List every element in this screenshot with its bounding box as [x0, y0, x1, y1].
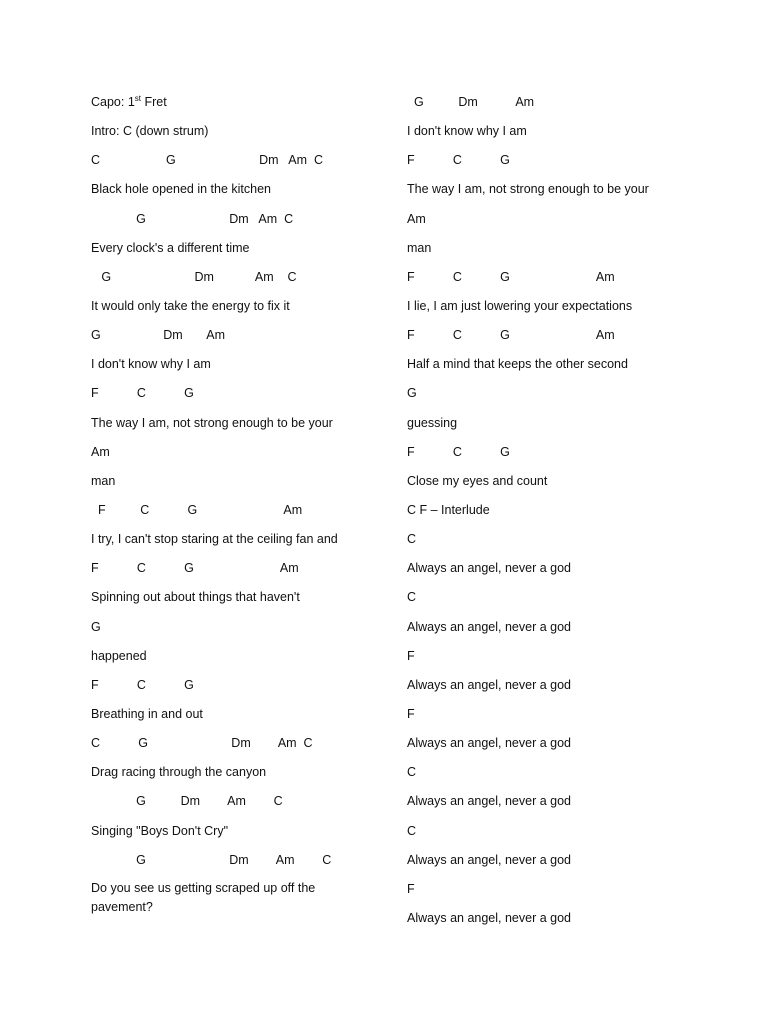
lyric-line: Always an angel, never a god — [407, 794, 571, 809]
chord-line: F C G — [407, 444, 510, 459]
lyric-line: Always an angel, never a god — [407, 736, 571, 751]
chord-line: G Dm Am — [91, 328, 226, 343]
lyric-line: I lie, I am just lowering your expectations — [407, 298, 633, 313]
chord-line: F C G Am — [407, 328, 615, 343]
interlude-line: C F – Interlude — [407, 502, 490, 517]
lyric-line: I try, I can't stop staring at the ceiling fan and — [91, 532, 338, 547]
lyric-line: Every clock's a different time — [91, 240, 250, 255]
lyric-line: Drag racing through the canyon — [91, 765, 267, 780]
chord-line: C G Dm Am C — [91, 153, 323, 168]
capo-superscript: st — [134, 94, 142, 103]
lyric-line: Always an angel, never a god — [407, 677, 571, 692]
chord-line: C — [407, 532, 417, 547]
chord-line: C — [407, 590, 417, 605]
chord-line: Am — [91, 444, 110, 459]
right-column — [407, 92, 707, 937]
lyric-line: I don't know why I am — [91, 357, 211, 372]
left-column — [91, 92, 381, 917]
chord-line: G Dm Am — [407, 95, 535, 109]
chord-line: G — [91, 619, 101, 634]
chord-line: G Dm Am C — [91, 794, 283, 809]
chord-line: F — [407, 881, 415, 896]
lyric-line: Spinning out about things that haven't — [91, 590, 300, 605]
chord-line: C G Dm Am C — [91, 736, 313, 751]
lyric-line: I don't know why I am — [407, 124, 527, 139]
chord-line: F C G Am — [91, 561, 299, 576]
chord-line: F — [407, 706, 415, 721]
chord-line: C — [407, 823, 417, 838]
lyric-line: Breathing in and out — [91, 706, 203, 721]
lyric-line: man — [407, 240, 432, 255]
chord-line: Am — [407, 211, 426, 226]
lyric-line: The way I am, not strong enough to be your — [91, 415, 333, 430]
lyric-line: guessing — [407, 415, 458, 430]
chord-line: F C G — [407, 153, 510, 168]
chord-line: G Dm Am C — [91, 852, 332, 867]
chord-line: F — [407, 648, 415, 663]
chord-line: F C G Am — [91, 502, 303, 517]
lyric-line: Half a mind that keeps the other second — [407, 357, 628, 372]
lyric-line: Singing "Boys Don't Cry" — [91, 823, 229, 838]
chord-line: G — [407, 386, 417, 401]
chord-line: G Dm Am C — [91, 269, 297, 284]
lyric-line: Always an angel, never a god — [407, 619, 571, 634]
chord-line: F C G — [91, 386, 194, 401]
lyric-line: Do you see us getting scraped up off the pavement? — [91, 880, 316, 914]
lyric-line: Black hole opened in the kitchen — [91, 182, 271, 197]
lyric-line: Close my eyes and count — [407, 473, 548, 488]
lyric-line: Always an angel, never a god — [407, 910, 571, 925]
capo-prefix: Capo: 1 — [91, 95, 135, 109]
chord-line: F C G Am — [407, 269, 615, 284]
lyric-line: happened — [91, 648, 147, 663]
lyric-line: It would only take the energy to fix it — [91, 298, 290, 313]
chord-line: G Dm Am C — [91, 211, 294, 226]
lyric-line: man — [91, 473, 116, 488]
capo-suffix: Fret — [141, 95, 167, 109]
intro-line: Intro: C (down strum) — [91, 124, 209, 139]
lyric-line: Always an angel, never a god — [407, 852, 571, 867]
chord-line: F C G — [91, 677, 194, 692]
chord-line: C — [407, 765, 417, 780]
lyric-line: Always an angel, never a god — [407, 561, 571, 576]
capo-line — [91, 92, 381, 121]
lyric-line: The way I am, not strong enough to be your — [407, 182, 649, 197]
